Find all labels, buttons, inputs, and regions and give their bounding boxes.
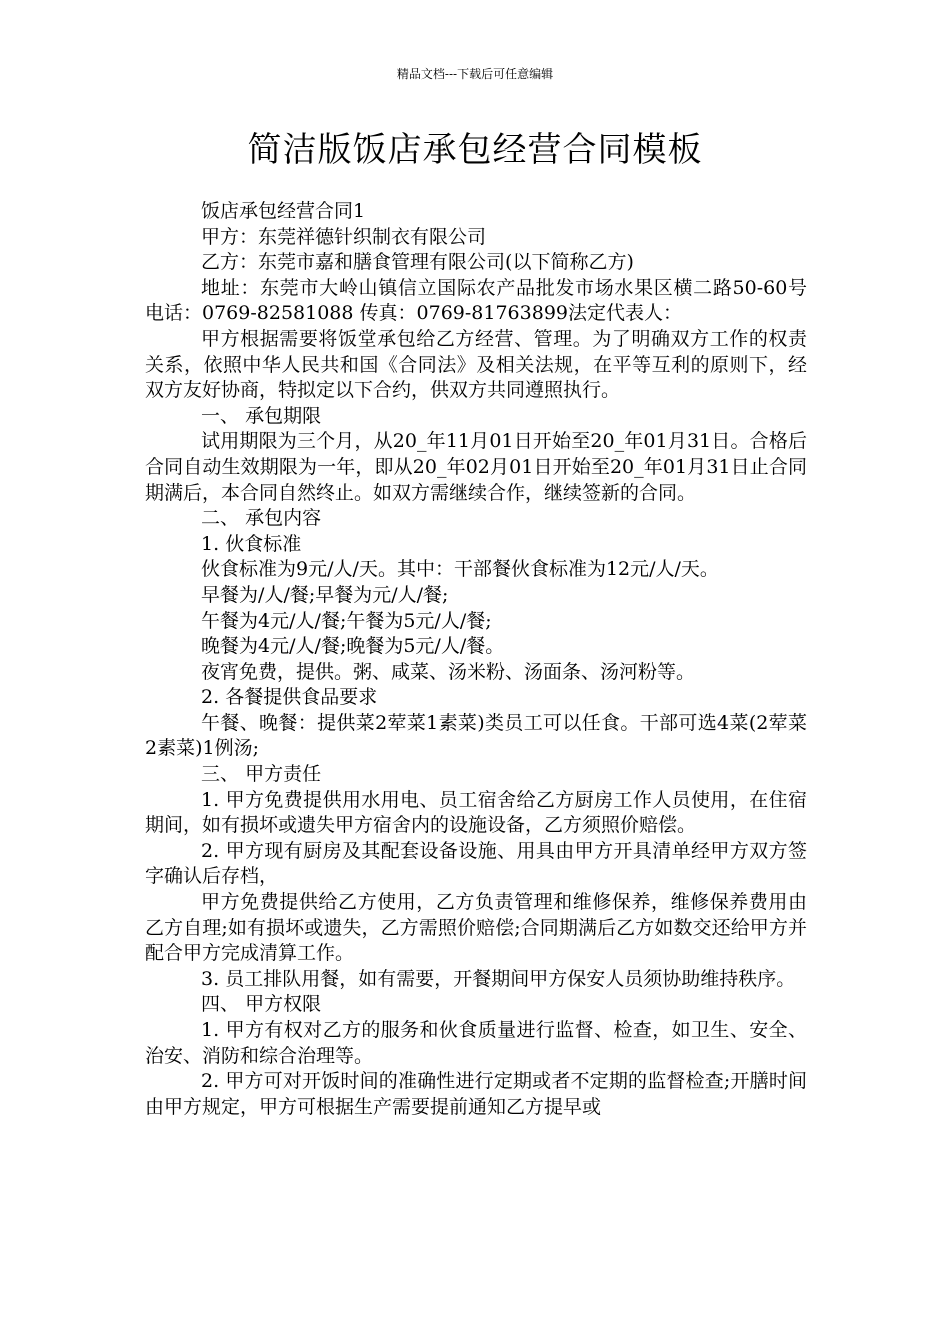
section-heading-party-a-rights: 四、 甲方权限: [201, 993, 322, 1016]
document-body: [145, 199, 807, 1120]
paragraph-right-1: 1. 甲方有权对乙方的服务和伙食质量进行监督、检查，如卫生、安全、治安、消防和综合治理等。: [145, 1019, 807, 1067]
subheading-meal-standard: 1. 伙食标准: [201, 532, 302, 555]
header-note: 精品文档---下载后可任意编辑: [396, 67, 554, 81]
paragraph-address: 地址：东莞市大岭山镇信立国际农产品批发市场水果区横二路50-60号 电话：0769-82581088 传真：0769-81763899法定代表人：: [145, 276, 807, 325]
subheading-food-requirements: 2. 各餐提供食品要求: [201, 686, 378, 709]
paragraph-meal-standard: 伙食标准为9元/人/天。其中：干部餐伙食标准为12元/人/天。: [201, 558, 719, 581]
paragraph-dinner: 晚餐为4元/人/餐;晚餐为5元/人/餐。: [201, 635, 505, 658]
paragraph-duty-3: 3. 员工排队用餐，如有需要，开餐期间甲方保安人员须协助维持秩序。: [201, 967, 796, 990]
paragraph-preamble: 甲方根据需要将饭堂承包给乙方经营、管理。为了明确双方工作的权责关系，依照中华人民共和国《合同法》及相关法规，在平等互利的原则下，经双方友好协商，特拟定以下合约，供双方共同遵照执行。: [145, 327, 807, 402]
paragraph-duty-2: 2. 甲方现有厨房及其配套设备设施、用具由甲方开具清单经甲方双方签字确认后存档，: [145, 839, 807, 888]
paragraph-breakfast: 早餐为/人/餐;早餐为元/人/餐;: [201, 583, 449, 606]
section-heading-party-a-duties: 三、 甲方责任: [201, 763, 322, 786]
paragraph-right-2: 2. 甲方可对开饭时间的准确性进行定期或者不定期的监督检查;开膳时间由甲方规定，甲方可根据生产需要提前通知乙方提早或: [145, 1070, 807, 1118]
paragraph-party-b: 乙方：东莞市嘉和膳食管理有限公司(以下简称乙方): [201, 251, 634, 274]
paragraph-duty-2-cont: 甲方免费提供给乙方使用，乙方负责管理和维修保养，维修保养费用由乙方自理;如有损坏或遗失，乙方需照价赔偿;合同期满后乙方如数交还给甲方并配合甲方完成清算工作。: [145, 891, 807, 965]
paragraph-party-a: 甲方：东莞祥德针织制衣有限公司: [201, 225, 487, 248]
paragraph-lunch: 午餐为4元/人/餐;午餐为5元/人/餐;: [201, 609, 492, 632]
section-heading-content: 二、 承包内容: [201, 507, 322, 530]
paragraph-night-snack: 夜宵免费，提供。粥、咸菜、汤米粉、汤面条、汤河粉等。: [201, 660, 696, 683]
document-title: 简洁版饭店承包经营合同模板: [247, 130, 703, 170]
paragraph-duty-1: 1. 甲方免费提供用水用电、员工宿舍给乙方厨房工作人员使用，在住宿期间，如有损坏或遗失甲方宿舍内的设施设备，乙方须照价赔偿。: [145, 788, 807, 837]
paragraph-term: 试用期限为三个月，从20_年11月01日开始至20_年01月31日。合格后合同自动生效期限为一年，即从20_年02月01日开始至20_年01月31日止合同期满后，本合同自然终止。如双方需继续合作，继续签新的合同。: [145, 430, 807, 504]
paragraph-contract-heading: 饭店承包经营合同1: [201, 200, 366, 222]
paragraph-food-requirements: 午餐、晚餐：提供菜2荤菜1素菜)类员工可以任食。干部可选4菜(2荤菜2素菜)1例汤;: [145, 711, 807, 760]
section-heading-term: 一、 承包期限: [201, 404, 322, 427]
